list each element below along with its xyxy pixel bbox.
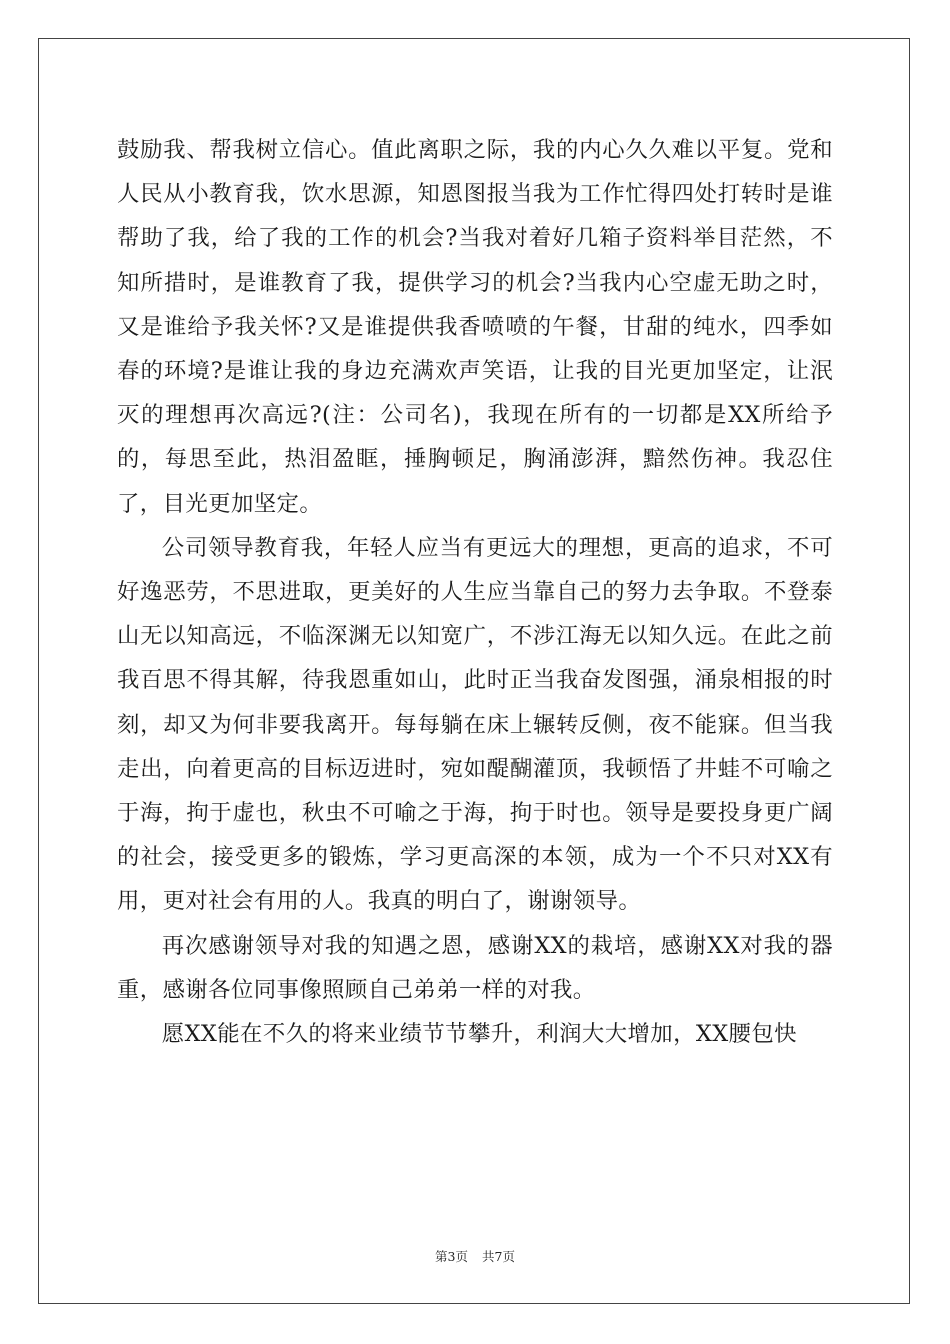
page-footer <box>0 1247 950 1265</box>
paragraph-2: 公司领导教育我，年轻人应当有更远大的理想，更高的追求，不可好逸恶劳，不思进取，更美好的人生应当靠自己的努力去争取。不登泰山无以知高远，不临深渊无以知宽广，不涉江海无以知久远。在此之前我百思不得其解，待我恩重如山，此时正当我奋发图强，涌泉相报的时刻，却又为何非要我离开。每每躺在床上辗转反侧，夜不能寐。但当我走出，向着更高的目标迈进时，宛如醍醐灌顶，我顿悟了井蛙不可喻之于海，拘于虚也，秋虫不可喻之于海，拘于时也。领导是要投身更广阔的社会，接受更多的锻炼，学习更高深的本领，成为一个不只对XX有用，更对社会有用的人。我真的明白了，谢谢领导。 <box>117 534 833 915</box>
page-total: 共7页 <box>482 1249 515 1264</box>
paragraph-4: 愿XX能在不久的将来业绩节节攀升，利润大大增加，XX腰包快 <box>161 1021 797 1048</box>
document-body <box>117 128 833 1056</box>
page-number: 第3页 <box>435 1249 468 1264</box>
paragraph-1: 鼓励我、帮我树立信心。值此离职之际，我的内心久久难以平复。党和人民从小教育我，饮水思源，知恩图报当我为工作忙得四处打转时是谁帮助了我，给了我的工作的机会?当我对着好几箱子资料举目茫然，不知所措时，是谁教育了我，提供学习的机会?当我内心空虚无助之时，又是谁给予我关怀?又是谁提供我香喷喷的午餐，甘甜的纯水，四季如春的环境?是谁让我的身边充满欢声笑语，让我的目光更加坚定，让泯灭的理想再次高远?(注：公司名)，我现在所有的一切都是XX所给予的，每思至此，热泪盈眶，捶胸顿足，胸涌澎湃，黯然伤神。我忍住了，目光更加坚定。 <box>117 137 833 517</box>
paragraph-3: 再次感谢领导对我的知遇之恩，感谢XX的栽培，感谢XX对我的器重，感谢各位同事像照顾自己弟弟一样的对我。 <box>117 932 833 1003</box>
